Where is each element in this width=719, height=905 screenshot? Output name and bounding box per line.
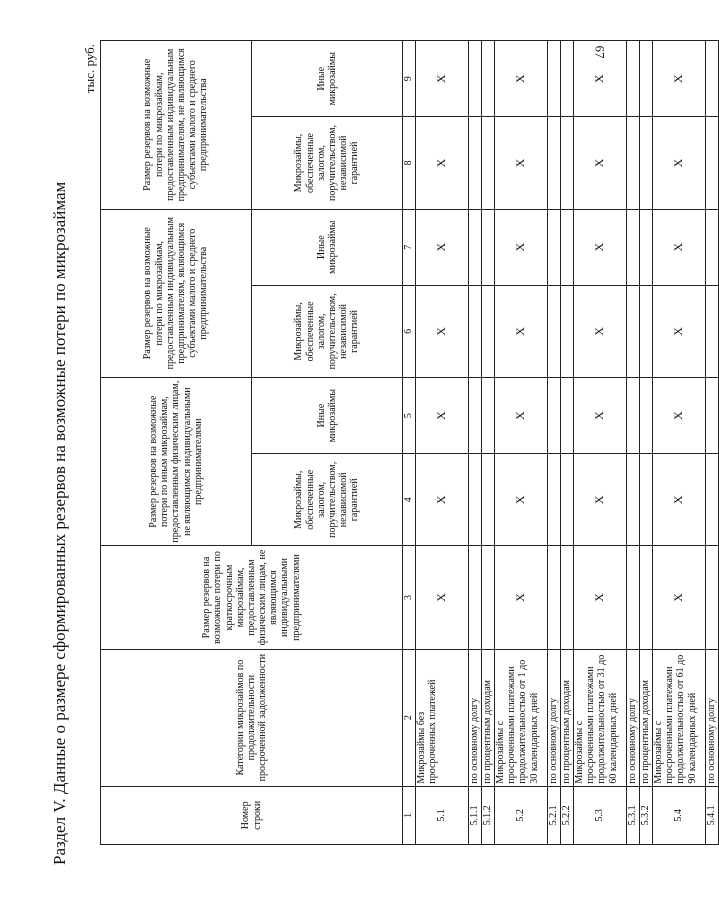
- header-other: Иные микрозаймы: [252, 377, 403, 453]
- empty-cell: [561, 454, 574, 546]
- row-label: по основному долгу: [706, 649, 719, 786]
- column-number: 8: [403, 117, 416, 209]
- empty-cell: [548, 285, 561, 377]
- cross-mark-cell: X: [574, 117, 627, 209]
- row-label: Микрозаймы с просроченными платежами продолжительностью от 31 до 60 календарных дней: [574, 649, 627, 786]
- empty-cell: [482, 546, 495, 649]
- empty-cell: [561, 377, 574, 453]
- row-label: по процентным доходам: [640, 649, 653, 786]
- header-group2: Размер резервов на возможные потери по микрозаймам, предоставленным индивидуальным предпринимателям, являющимся субъектами малого и среднего предпринимательства: [101, 209, 252, 377]
- empty-cell: [548, 377, 561, 453]
- cross-mark-cell: X: [495, 41, 548, 117]
- empty-cell: [627, 209, 640, 285]
- empty-cell: [640, 546, 653, 649]
- empty-cell: [561, 41, 574, 117]
- cross-mark-cell: X: [495, 285, 548, 377]
- table-row: [574, 41, 627, 845]
- empty-cell: [627, 546, 640, 649]
- column-number: 2: [403, 649, 416, 786]
- cross-mark-cell: X: [416, 377, 469, 453]
- row-label: по основному долгу: [548, 649, 561, 786]
- empty-cell: [706, 209, 719, 285]
- table-row: [653, 41, 706, 845]
- row-number: 5.2.2: [561, 786, 574, 844]
- cross-mark-cell: X: [416, 117, 469, 209]
- section-title: Раздел V. Данные о размере сформированных резервов на возможные потери по микрозаймам: [50, 181, 69, 865]
- header-row-number: Номер строки: [101, 786, 403, 844]
- cross-mark-cell: X: [653, 209, 706, 285]
- empty-cell: [706, 377, 719, 453]
- cross-mark-cell: X: [574, 454, 627, 546]
- column-number: 6: [403, 285, 416, 377]
- empty-cell: [640, 285, 653, 377]
- header-other: Иные микрозаймы: [252, 209, 403, 285]
- empty-cell: [482, 377, 495, 453]
- table-row: [561, 41, 574, 845]
- cross-mark-cell: X: [574, 41, 627, 117]
- empty-cell: [627, 377, 640, 453]
- empty-cell: [469, 209, 482, 285]
- cross-mark-cell: X: [416, 546, 469, 649]
- row-label: по основному долгу: [627, 649, 640, 786]
- cross-mark-cell: X: [416, 454, 469, 546]
- empty-cell: [469, 117, 482, 209]
- table-row: [416, 41, 469, 845]
- row-number: 5.3.1: [627, 786, 640, 844]
- header-group1: Размер резервов на возможные потери по иным микрозаймам, предоставленным физическим лицам, не являющимся индивидуальными предпринимателями: [101, 377, 252, 545]
- row-number: 5.4.1: [706, 786, 719, 844]
- empty-cell: [548, 454, 561, 546]
- empty-cell: [627, 285, 640, 377]
- empty-cell: [706, 285, 719, 377]
- row-number: 5.3.2: [640, 786, 653, 844]
- header-category: Категории микрозаймов по продолжительности просроченной задолженности: [101, 649, 403, 786]
- header-secured: Микрозаймы, обеспеченные залогом, поручительством, независимой гарантией: [252, 117, 403, 209]
- column-number: 4: [403, 454, 416, 546]
- cross-mark-cell: X: [495, 209, 548, 285]
- header-col3: Размер резервов на возможные потери по краткосрочным микрозаймам, предоставленным физическим лицам, не являющимся индивидуальными предпринимателями: [101, 546, 403, 649]
- empty-cell: [469, 454, 482, 546]
- empty-cell: [548, 209, 561, 285]
- table-row: [548, 41, 561, 845]
- empty-cell: [640, 209, 653, 285]
- row-number: 5.2: [495, 786, 548, 844]
- empty-cell: [640, 377, 653, 453]
- row-label: по процентным доходам: [561, 649, 574, 786]
- table-row: [627, 41, 640, 845]
- row-number: 5.1.2: [482, 786, 495, 844]
- empty-cell: [706, 454, 719, 546]
- cross-mark-cell: X: [495, 546, 548, 649]
- row-label: Микрозаймы с просроченными платежами продолжительностью от 1 до 30 календарных дней: [495, 649, 548, 786]
- reserves-table: [100, 40, 719, 845]
- empty-cell: [640, 41, 653, 117]
- column-number: 9: [403, 41, 416, 117]
- cross-mark-cell: X: [653, 285, 706, 377]
- cross-mark-cell: X: [416, 41, 469, 117]
- empty-cell: [561, 209, 574, 285]
- row-label: по основному долгу: [469, 649, 482, 786]
- empty-cell: [482, 117, 495, 209]
- cross-mark-cell: X: [574, 546, 627, 649]
- table-row: [469, 41, 482, 845]
- cross-mark-cell: X: [653, 546, 706, 649]
- header-secured: Микрозаймы, обеспеченные залогом, поручительством, независимой гарантией: [252, 285, 403, 377]
- empty-cell: [627, 41, 640, 117]
- empty-cell: [640, 454, 653, 546]
- row-number: 5.1.1: [469, 786, 482, 844]
- empty-cell: [482, 454, 495, 546]
- row-number: 5.2.1: [548, 786, 561, 844]
- unit-label: тыс. руб.: [82, 44, 97, 94]
- header-secured: Микрозаймы, обеспеченные залогом, поручительством, независимой гарантией: [252, 454, 403, 546]
- row-label: Микрозаймы с просроченными платежами продолжительностью от 61 до 90 календарных дней: [653, 649, 706, 786]
- empty-cell: [482, 209, 495, 285]
- empty-cell: [561, 285, 574, 377]
- table-row: [482, 41, 495, 845]
- column-number: 7: [403, 209, 416, 285]
- column-number: 5: [403, 377, 416, 453]
- table-row: [495, 41, 548, 845]
- row-number: 5.3: [574, 786, 627, 844]
- empty-cell: [706, 41, 719, 117]
- cross-mark-cell: X: [574, 209, 627, 285]
- cross-mark-cell: X: [416, 285, 469, 377]
- header-other: Иные микрозаймы: [252, 41, 403, 117]
- empty-cell: [469, 285, 482, 377]
- empty-cell: [706, 546, 719, 649]
- page-number: 67: [592, 45, 608, 59]
- empty-cell: [561, 546, 574, 649]
- row-number: 5.4: [653, 786, 706, 844]
- row-number: 5.1: [416, 786, 469, 844]
- empty-cell: [469, 377, 482, 453]
- empty-cell: [640, 117, 653, 209]
- table-row: [640, 41, 653, 845]
- column-number: 3: [403, 546, 416, 649]
- empty-cell: [469, 546, 482, 649]
- cross-mark-cell: X: [495, 377, 548, 453]
- cross-mark-cell: X: [574, 377, 627, 453]
- cross-mark-cell: X: [653, 117, 706, 209]
- cross-mark-cell: X: [416, 209, 469, 285]
- row-label: Микрозаймы без просроченных платежей: [416, 649, 469, 786]
- column-numbers-row: [403, 41, 416, 845]
- empty-cell: [482, 41, 495, 117]
- empty-cell: [548, 546, 561, 649]
- empty-cell: [548, 41, 561, 117]
- header-group3: Размер резервов на возможные потери по микрозаймам, предоставленным индивидуальным предпринимателям, не являющимся субъектами малого и среднего предпринимательства: [101, 41, 252, 210]
- cross-mark-cell: X: [653, 377, 706, 453]
- cross-mark-cell: X: [495, 117, 548, 209]
- row-label: по процентным доходам: [482, 649, 495, 786]
- column-number: 1: [403, 786, 416, 844]
- empty-cell: [469, 41, 482, 117]
- empty-cell: [482, 285, 495, 377]
- empty-cell: [627, 454, 640, 546]
- empty-cell: [627, 117, 640, 209]
- empty-cell: [706, 117, 719, 209]
- empty-cell: [561, 117, 574, 209]
- table-row: [706, 41, 719, 845]
- cross-mark-cell: X: [653, 41, 706, 117]
- empty-cell: [548, 117, 561, 209]
- cross-mark-cell: X: [574, 285, 627, 377]
- cross-mark-cell: X: [495, 454, 548, 546]
- cross-mark-cell: X: [653, 454, 706, 546]
